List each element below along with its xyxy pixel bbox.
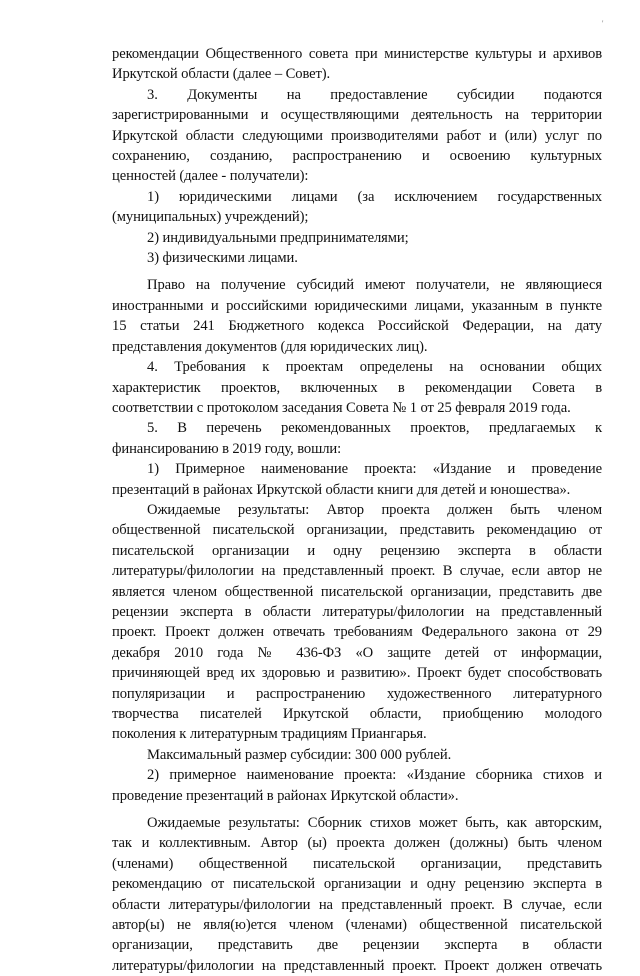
text-line: представления документов (для юридических лиц). (112, 338, 428, 355)
text-line: 4. Требования к проектам определены на основании общих (147, 359, 602, 376)
text-line: финансированию в 2019 году, вошли: (112, 440, 342, 457)
text-line: автор(ы) не явля(ю)ется членом (членами) общественной писательской (112, 917, 602, 934)
text-line: популяризации и распространению художественного литературного (112, 685, 602, 702)
text-line: так и коллективным. Автор (ы) проекта должен (должны) быть членом (112, 835, 602, 852)
text-line: области литературы/филологии на представленный проект. В случае, если (112, 896, 602, 913)
text-line: декабря 2010 года № 436-ФЗ «О защите детей от информации, (112, 644, 602, 661)
text-line: общественной писательской организации, представить рекомендацию от (112, 522, 602, 539)
text-line: поколения к литературным традициям Приангарья. (112, 726, 427, 743)
text-line: Иркутской области (далее – Совет). (112, 66, 331, 83)
text-line: причиняющей вред их здоровью и развитию». Проект будет способствовать (112, 665, 602, 682)
text-line: (муниципальных) учреждений); (112, 209, 309, 226)
text-line: Право на получение субсидий имеют получатели, не являющиеся (147, 277, 602, 294)
text-line: является членом общественной писательской организации, представить две (112, 583, 602, 600)
text-line: творчества писателей Иркутской области, приобщению молодого (112, 706, 602, 722)
text-line: рецензии эксперта в области литературы/филологии на представленный (112, 603, 602, 620)
text-line: литературы/филологии на представленный проект. Проект должен отвечать (112, 957, 602, 974)
text-line: иностранными и российскими юридическими лицами, указанным в пункте (112, 297, 602, 314)
text-line: 2) индивидуальными предпринимателями; (147, 229, 409, 246)
text-line: ценностей (далее - получатели): (112, 168, 309, 185)
text-line: зарегистрированными и осуществляющими деятельность на территории (112, 107, 602, 124)
text-line: 1) Примерное наименование проекта: «Издание и проведение (147, 461, 602, 478)
text-line: характеристик проектов, включенных в рекомендации Совета в (112, 379, 602, 396)
text-line: рекомендации Общественного совета при министерстве культуры и архивов (112, 46, 602, 62)
text-line: соответствии с протоколом заседания Совета № 1 от 25 февраля 2019 года. (112, 399, 571, 416)
text-line: проект. Проект должен отвечать требованиям Федерального закона от 29 (112, 624, 602, 641)
text-line: Иркутской области следующими производителями работ и (или) услуг по (112, 127, 602, 144)
text-line: организации, представить две рецензии эксперта в области (112, 937, 602, 954)
text-line: проведение презентаций в районах Иркутской области». (112, 787, 459, 804)
text-line: 1) юридическими лицами (за исключением государственных (147, 188, 602, 205)
text-line: 3) физическими лицами. (147, 250, 298, 267)
text-line: Ожидаемые результаты: Сборник стихов может быть, как авторским, (147, 815, 602, 832)
text-line: писательской организации и одну рецензию эксперта в области (112, 542, 602, 559)
text-line: Ожидаемые результаты: Автор проекта должен быть членом (147, 501, 602, 518)
text-line: Максимальный размер субсидии: 300 000 рублей. (147, 746, 452, 763)
document-body (112, 44, 602, 976)
text-line: сохранению, созданию, распространению и освоению культурных (112, 148, 602, 165)
text-line: 2) примерное наименование проекта: «Издание сборника стихов и (147, 767, 602, 784)
text-line: презентаций в районах Иркутской области книги для детей и юношества». (112, 481, 571, 498)
text-line: литературы/филологии на представленный проект. В случае, если автор не (112, 563, 602, 580)
scan-mark: ' (602, 19, 604, 28)
text-line: 15 статьи 241 Бюджетного кодекса Российской Федерации, на дату (112, 318, 602, 335)
text-line: (членами) общественной писательской организации, представить (112, 855, 602, 872)
text-line: 5. В перечень рекомендованных проектов, предлагаемых к (147, 420, 602, 437)
text-line: рекомендацию от писательской организации и одну рецензию эксперта в (112, 876, 602, 893)
text-line: 3. Документы на предоставление субсидии подаются (147, 86, 602, 103)
